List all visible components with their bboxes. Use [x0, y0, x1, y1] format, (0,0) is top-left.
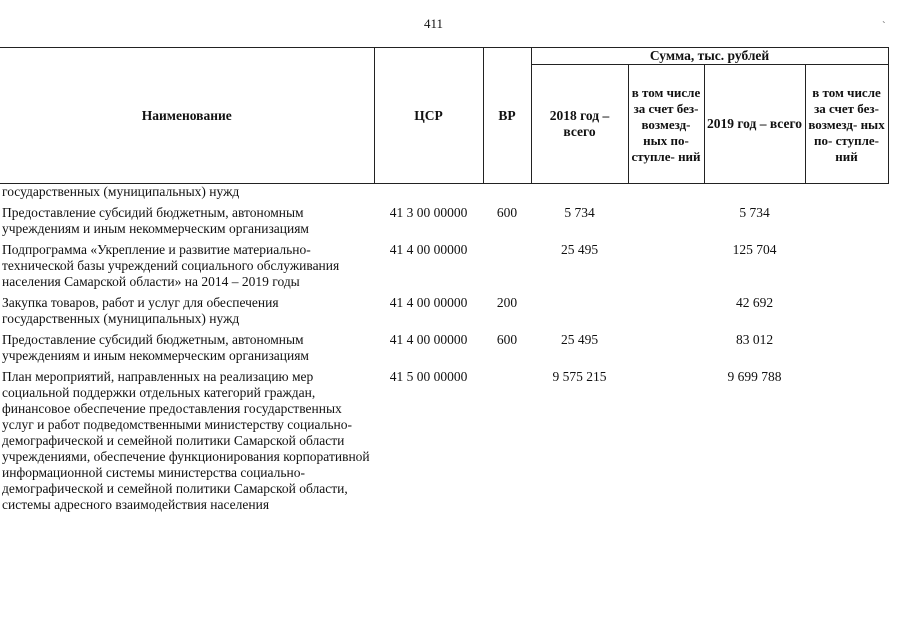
page-number: 411	[424, 16, 444, 31]
corner-mark: `	[882, 20, 886, 32]
row-name: Предоставление субсидий бюджетным, автономным учреждениям и иным некоммерческим организациям	[2, 332, 309, 363]
row-csr: 41 4 00 00000	[389, 242, 468, 257]
row-csr: 41 3 00 00000	[389, 205, 468, 220]
row-vr: 600	[496, 332, 518, 347]
table-row	[0, 290, 888, 327]
row-2019-free	[805, 364, 888, 513]
table-row	[0, 364, 888, 513]
table-row	[0, 327, 888, 364]
row-2019-free	[805, 327, 888, 364]
row-2019-free	[805, 237, 888, 290]
row-2018-total: 25 495	[560, 242, 599, 257]
row-csr: 41 4 00 00000	[389, 332, 468, 347]
table-header	[0, 48, 888, 184]
row-2019-total: 125 704	[732, 242, 777, 257]
col-header-2018-free: в том числе за счет без- возмезд- ных по- ступле- ний	[628, 65, 704, 184]
row-2019-total	[704, 184, 805, 201]
table-body	[0, 184, 888, 514]
row-2018-free	[628, 290, 704, 327]
row-vr	[483, 237, 531, 290]
col-header-2019-free: в том числе за счет без- возмезд- ных по- ступле- ний	[805, 65, 888, 184]
table-row	[0, 237, 888, 290]
row-name: Закупка товаров, работ и услуг для обеспечения государственных (муниципальных) нужд	[2, 295, 279, 326]
col-header-2019-total: 2019 год – всего	[704, 65, 805, 184]
row-2019-total: 42 692	[735, 295, 774, 310]
row-2019-free	[805, 200, 888, 237]
row-2018-total	[531, 184, 628, 201]
row-2018-total: 9 575 215	[552, 369, 607, 384]
row-2018-free	[628, 327, 704, 364]
table-row	[0, 200, 888, 237]
row-vr: 200	[496, 295, 518, 310]
row-csr	[374, 184, 483, 201]
budget-table	[0, 47, 889, 513]
col-header-2018-total: 2018 год – всего	[531, 65, 628, 184]
row-2018-total: 25 495	[560, 332, 599, 347]
row-2018-total: 5 734	[564, 205, 595, 220]
row-name: государственных (муниципальных) нужд	[2, 184, 240, 199]
row-2019-free	[805, 184, 888, 201]
row-vr: 600	[496, 205, 518, 220]
row-2018-total	[531, 290, 628, 327]
row-name: Подпрограмма «Укрепление и развитие материально-технической базы учреждений социального обслуживания населения Самарской области» на 2014 – 2019 годы	[2, 242, 340, 289]
row-2019-total: 9 699 788	[727, 369, 782, 384]
row-name: Предоставление субсидий бюджетным, автономным учреждениям и иным некоммерческим организациям	[2, 205, 309, 236]
col-header-name: Наименование	[0, 48, 374, 184]
row-csr: 41 5 00 00000	[389, 369, 468, 384]
row-name: План мероприятий, направленных на реализацию мер социальной поддержки отдельных категорий граждан, финансовое обеспечение предоставления государственных услуг и работ подведомственными министерству социально-демографической и семейной политики Самарской области учреждениями, обеспечение функционирования корпоративной информационной системы министерства социально-демографической и семейной политики Самарской области, системы адресного взаимодействия населения	[2, 369, 370, 512]
col-header-sum-group: Сумма, тыс. рублей	[531, 48, 888, 65]
table-row	[0, 184, 888, 201]
row-2018-free	[628, 364, 704, 513]
row-2018-free	[628, 237, 704, 290]
row-2019-total: 5 734	[739, 205, 770, 220]
row-2018-free	[628, 184, 704, 201]
row-2018-free	[628, 200, 704, 237]
col-header-vr: ВР	[483, 48, 531, 184]
col-header-csr: ЦСР	[374, 48, 483, 184]
row-csr: 41 4 00 00000	[389, 295, 468, 310]
row-2019-free	[805, 290, 888, 327]
row-vr	[483, 364, 531, 513]
row-2019-total: 83 012	[735, 332, 774, 347]
row-vr	[483, 184, 531, 201]
